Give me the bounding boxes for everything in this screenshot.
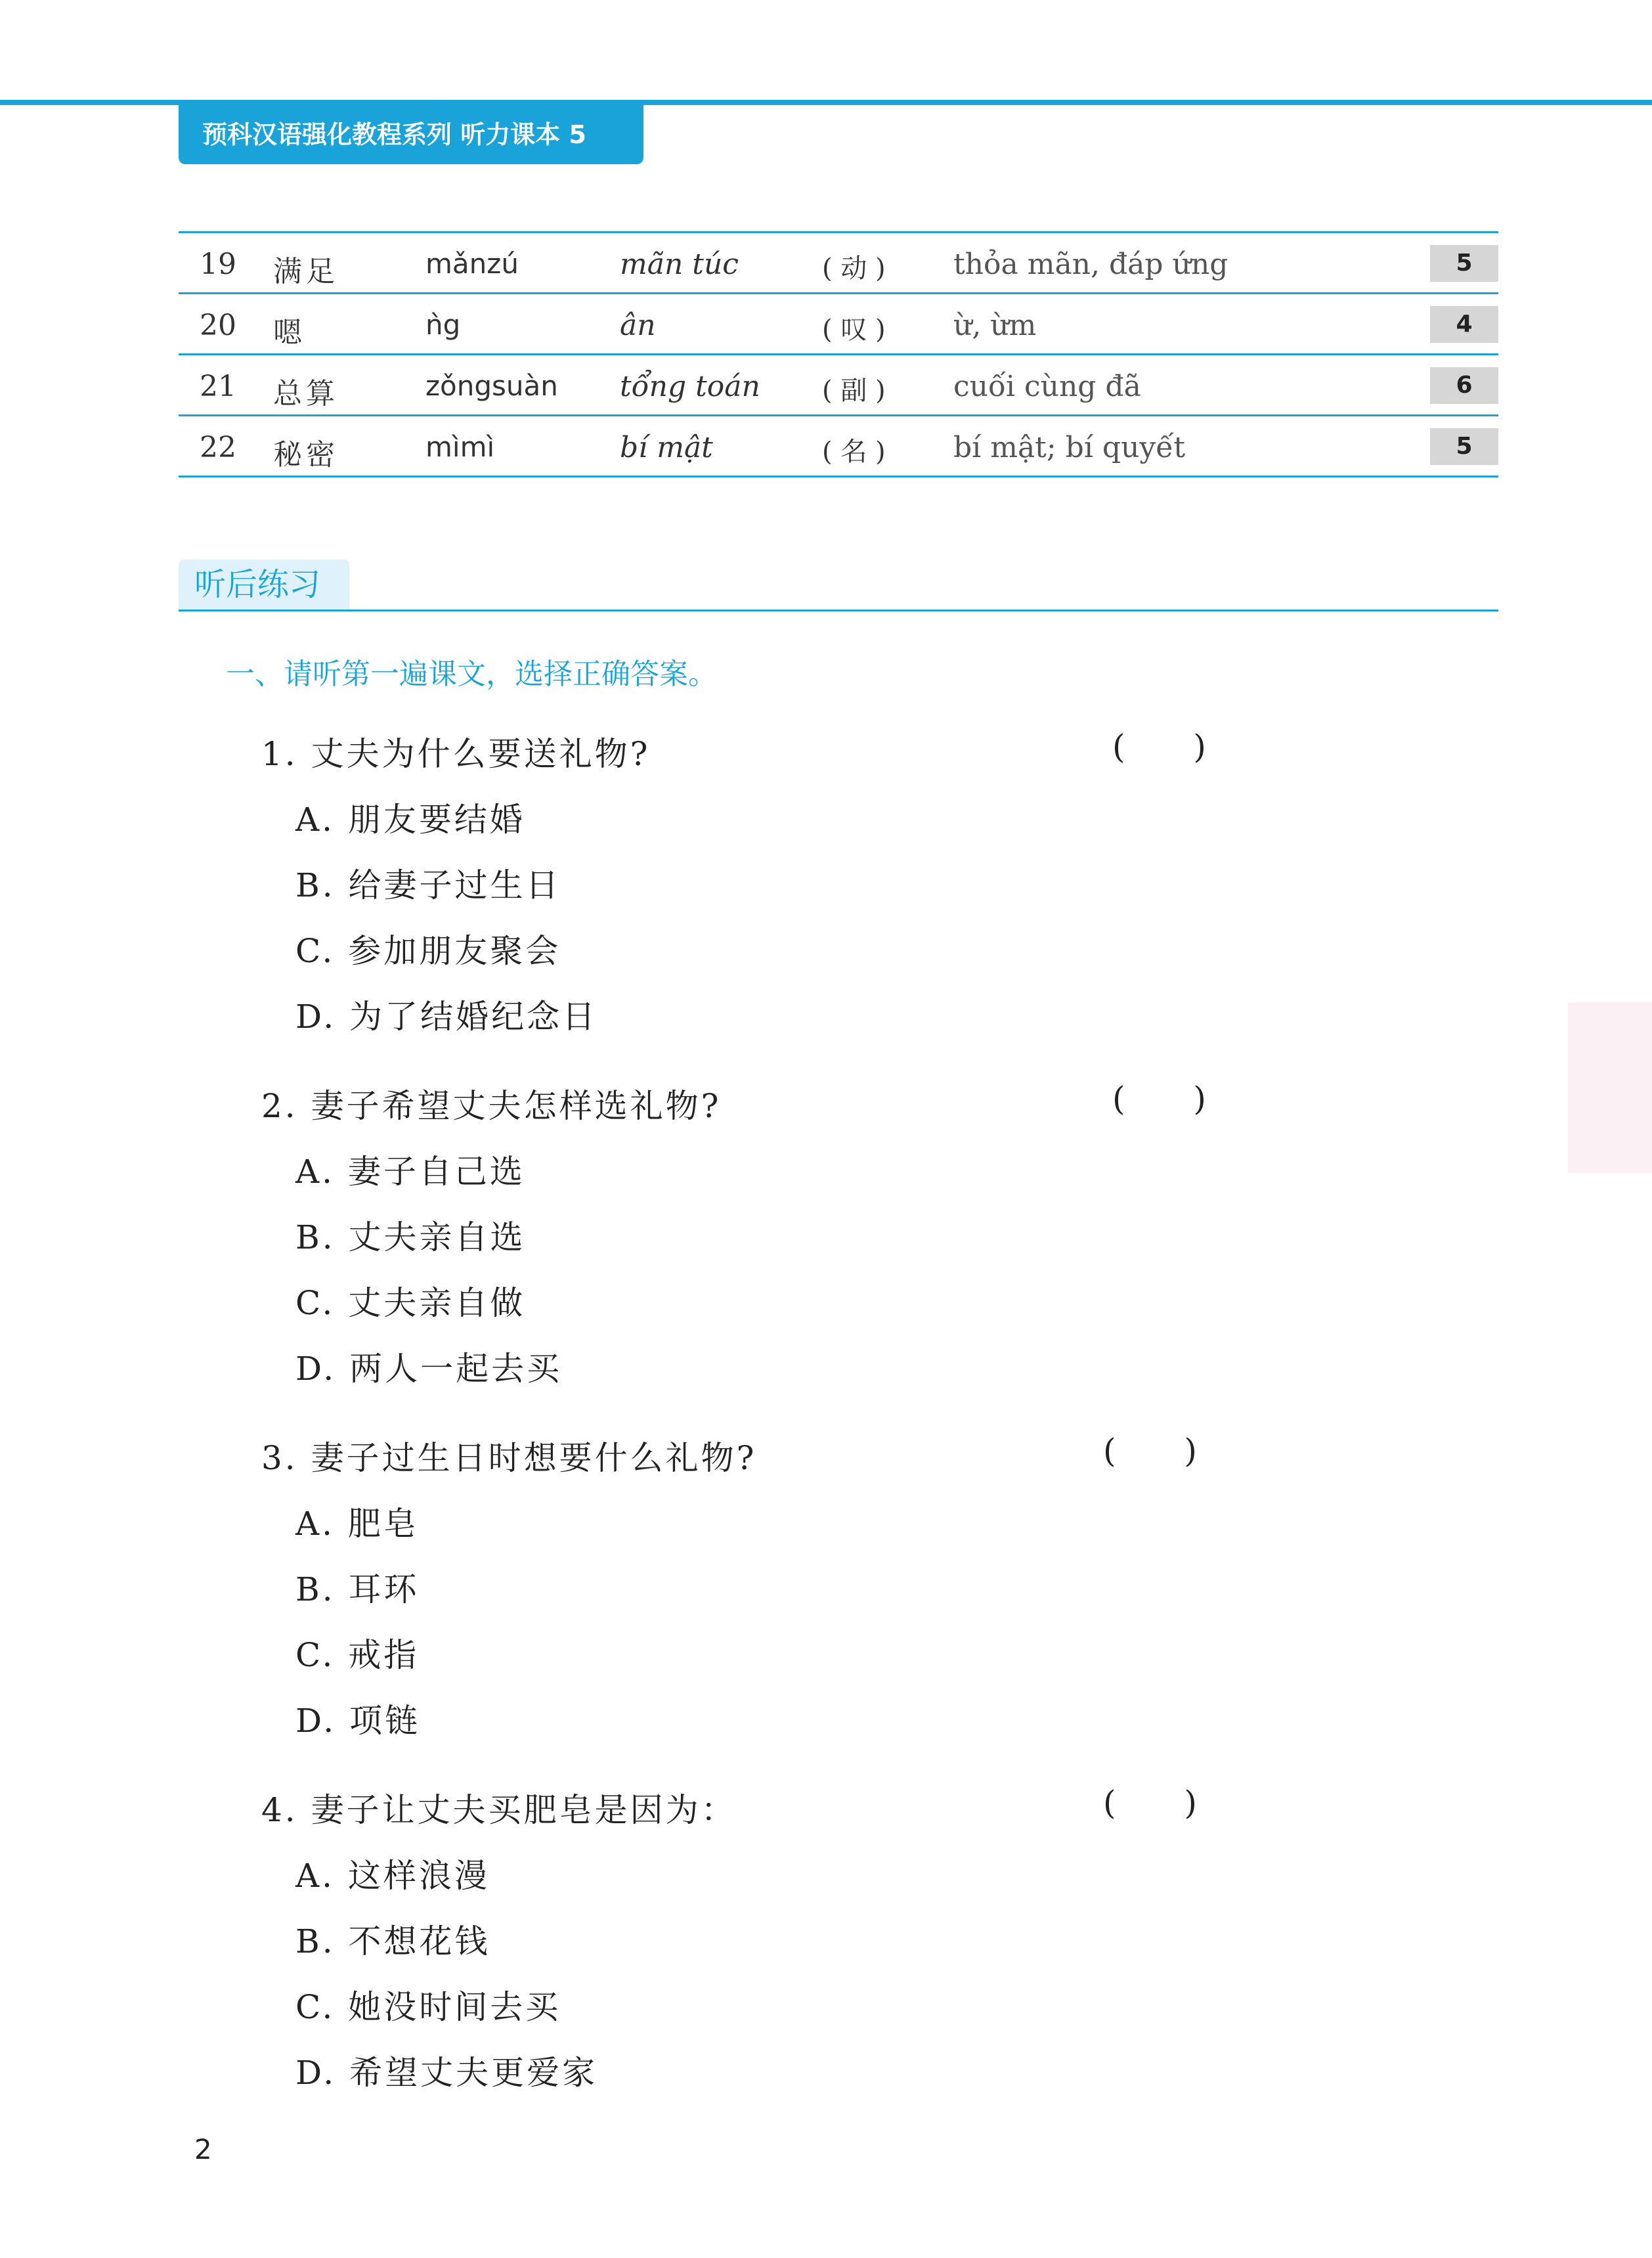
vocab-sino-vietnamese: bí mật [620, 431, 713, 464]
option-d: D. 项链 [295, 1702, 421, 1740]
header-rule [0, 100, 1652, 105]
option-d: D. 希望丈夫更爱家 [295, 2054, 598, 2092]
hsk-level-badge: 5 [1430, 428, 1498, 465]
option-c: C. 丈夫亲自做 [295, 1284, 526, 1322]
option-b: B. 不想花钱 [295, 1922, 490, 1960]
hsk-level-badge: 6 [1430, 367, 1498, 404]
option-b: B. 给妻子过生日 [295, 866, 561, 904]
side-thumb-tab [1568, 1002, 1652, 1173]
answer-blank[interactable]: ( ) [1103, 1432, 1226, 1470]
vocab-part-of-speech: ( 动 ) [822, 254, 886, 284]
option-c: C. 戒指 [295, 1636, 420, 1674]
hsk-level-badge: 4 [1430, 306, 1498, 343]
vocab-part-of-speech: ( 副 ) [822, 376, 886, 406]
vocab-pinyin: mǎnzú [425, 248, 519, 280]
exercise-instruction: 一、请听第一遍课文，选择正确答案。 [226, 657, 717, 691]
answer-blank[interactable]: ( ) [1103, 1784, 1226, 1822]
option-a: A. 妻子自己选 [295, 1153, 525, 1191]
vocab-row [179, 353, 1498, 414]
vocab-sino-vietnamese: tổng toán [620, 370, 760, 403]
answer-blank[interactable]: ( ) [1112, 1080, 1235, 1118]
answer-blank[interactable]: ( ) [1112, 728, 1235, 766]
vocab-meaning: cuối cùng đã [953, 370, 1141, 403]
option-b: B. 耳环 [295, 1570, 420, 1608]
vocab-part-of-speech: ( 叹 ) [822, 315, 886, 345]
page-number: 2 [194, 2133, 212, 2165]
vocab-pinyin: mìmì [425, 431, 495, 463]
option-a: A. 这样浪漫 [295, 1857, 490, 1895]
vocab-meaning: thỏa mãn, đáp ứng [953, 248, 1228, 281]
vocab-pinyin: zǒngsuàn [425, 370, 558, 402]
option-c: C. 参加朋友聚会 [295, 932, 561, 970]
vocab-meaning: bí mật; bí quyết [953, 431, 1186, 464]
hsk-level-badge: 5 [1430, 245, 1498, 282]
question-text: 4. 妻子让丈夫买肥皂是因为： [261, 1791, 737, 1829]
vocab-word: 满足 [273, 255, 339, 288]
vocab-row [179, 231, 1498, 292]
vocab-sino-vietnamese: ân [620, 309, 656, 342]
vocab-meaning: ừ, ừm [953, 309, 1037, 342]
vocab-row [179, 292, 1498, 353]
option-a: A. 肥皂 [295, 1505, 419, 1543]
question-text: 2. 妻子希望丈夫怎样选礼物? [261, 1087, 722, 1125]
vocab-number: 22 [200, 431, 236, 464]
option-d: D. 为了结婚纪念日 [295, 998, 598, 1036]
option-b: B. 丈夫亲自选 [295, 1218, 526, 1256]
section-rule [179, 609, 1498, 611]
vocab-number: 21 [200, 370, 236, 403]
vocab-word: 嗯 [273, 316, 306, 349]
vocab-number: 19 [200, 248, 236, 281]
vocab-word: 总算 [273, 377, 339, 410]
option-a: A. 朋友要结婚 [295, 801, 525, 839]
question-text: 3. 妻子过生日时想要什么礼物? [261, 1439, 757, 1477]
vocab-number: 20 [200, 309, 236, 342]
option-d: D. 两人一起去买 [295, 1350, 563, 1388]
option-c: C. 她没时间去买 [295, 1988, 561, 2026]
vocab-part-of-speech: ( 名 ) [822, 437, 886, 467]
vocabulary-table [179, 231, 1498, 477]
question-text: 1. 丈夫为什么要送礼物? [261, 735, 651, 773]
vocab-sino-vietnamese: mãn túc [620, 248, 739, 281]
vocab-pinyin: ǹg [425, 309, 461, 341]
vocab-row [179, 414, 1498, 477]
book-series-title: 预科汉语强化教程系列 听力课本 5 [179, 105, 643, 164]
vocab-word: 秘密 [273, 438, 339, 472]
section-title: 听后练习 [179, 560, 349, 609]
